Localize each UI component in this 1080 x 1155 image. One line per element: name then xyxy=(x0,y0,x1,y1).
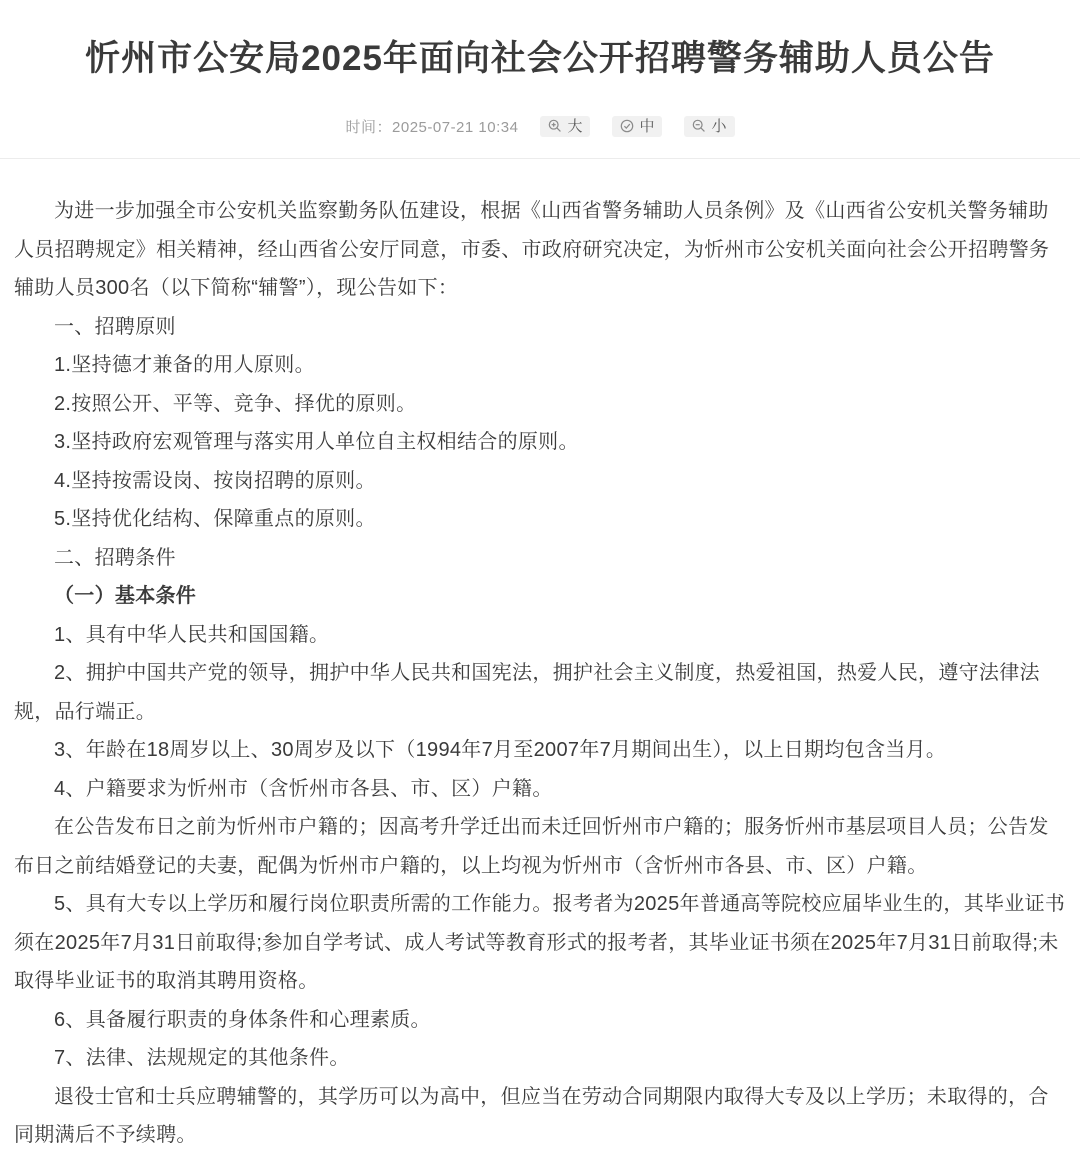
publish-time-label: 时间： xyxy=(345,118,393,136)
hukou-note-paragraph: 在公告发布日之前为忻州市户籍的；因高考升学迁出而未迁回忻州市户籍的；服务忻州市基层项目人员；公告发布日之前结婚登记的夫妻，配偶为忻州市户籍的，以上均视为忻州市（含忻州市各县、市、区）户籍。 xyxy=(14,816,1049,877)
condition-item-4: 4、户籍要求为忻州市（含忻州市各县、市、区）户籍。 xyxy=(54,777,553,800)
condition-item-5: 5、具有大专以上学历和履行岗位职责所需的工作能力。报考者为2025年普通高等院校应届毕业生的，其毕业证书须在2025年7月31日前取得;参加自学考试、成人考试等教育形式的报考者，其毕业证书须在2025年7月31日前取得;未取得毕业证书的取消其聘用资格。 xyxy=(14,893,1066,992)
announcement-article xyxy=(0,167,1080,1155)
publish-time-value: 2025-07-21 10:34 xyxy=(392,118,519,136)
subheading-basic-conditions: （一）基本条件 xyxy=(54,585,197,607)
publish-time xyxy=(346,116,519,137)
font-size-medium-button[interactable] xyxy=(612,116,662,137)
font-size-controls xyxy=(540,116,734,137)
announcement-header xyxy=(0,0,1080,159)
principle-item-1: 1.坚持德才兼备的用人原则。 xyxy=(54,354,315,376)
veteran-note-paragraph: 退役士官和士兵应聘辅警的，其学历可以为高中，但应当在劳动合同期限内取得大专及以上学历；未取得的，合同期满后不予续聘。 xyxy=(14,1085,1049,1146)
condition-item-1: 1、具有中华人民共和国国籍。 xyxy=(54,623,330,646)
condition-item-7: 7、法律、法规规定的其他条件。 xyxy=(54,1047,350,1069)
heading-recruitment-conditions: 二、招聘条件 xyxy=(54,546,176,569)
font-size-small-label: 小 xyxy=(711,117,727,135)
font-size-small-button[interactable] xyxy=(684,116,734,137)
font-size-medium-label: 中 xyxy=(639,117,655,135)
heading-recruitment-principles: 一、招聘原则 xyxy=(54,315,176,338)
condition-item-6: 6、具备履行职责的身体条件和心理素质。 xyxy=(54,1008,431,1031)
intro-paragraph: 为进一步加强全市公安机关监察勤务队伍建设，根据《山西省警务辅助人员条例》及《山西省公安机关警务辅助人员招聘规定》相关精神，经山西省公安厅同意，市委、市政府研究决定，为忻州市公安机关面向社会公开招聘警务辅助人员300名（以下简称“辅警”），现公告如下： xyxy=(14,200,1050,299)
check-circle-icon xyxy=(620,119,634,133)
principle-item-3: 3.坚持政府宏观管理与落实用人单位自主权相结合的原则。 xyxy=(54,431,579,453)
condition-item-3: 3、年龄在18周岁以上、30周岁及以下（1994年7月至2007年7月期间出生），以上日期均包含当月。 xyxy=(54,739,947,761)
font-size-large-button[interactable] xyxy=(540,116,590,137)
principle-item-2: 2.按照公开、平等、竞争、择优的原则。 xyxy=(54,392,417,415)
principle-item-5: 5.坚持优化结构、保障重点的原则。 xyxy=(54,508,376,530)
page-title: 忻州市公安局2025年面向社会公开招聘警务辅助人员公告 xyxy=(85,39,995,78)
zoom-out-icon xyxy=(692,119,706,133)
font-size-large-label: 大 xyxy=(567,117,583,135)
meta-row xyxy=(0,114,1080,138)
condition-item-2: 2、拥护中国共产党的领导，拥护中华人民共和国宪法，拥护社会主义制度，热爱祖国，热爱人民，遵守法律法规，品行端正。 xyxy=(14,662,1040,723)
header-divider xyxy=(0,158,1080,159)
principle-item-4: 4.坚持按需设岗、按岗招聘的原则。 xyxy=(54,469,376,492)
zoom-in-icon xyxy=(548,119,562,133)
